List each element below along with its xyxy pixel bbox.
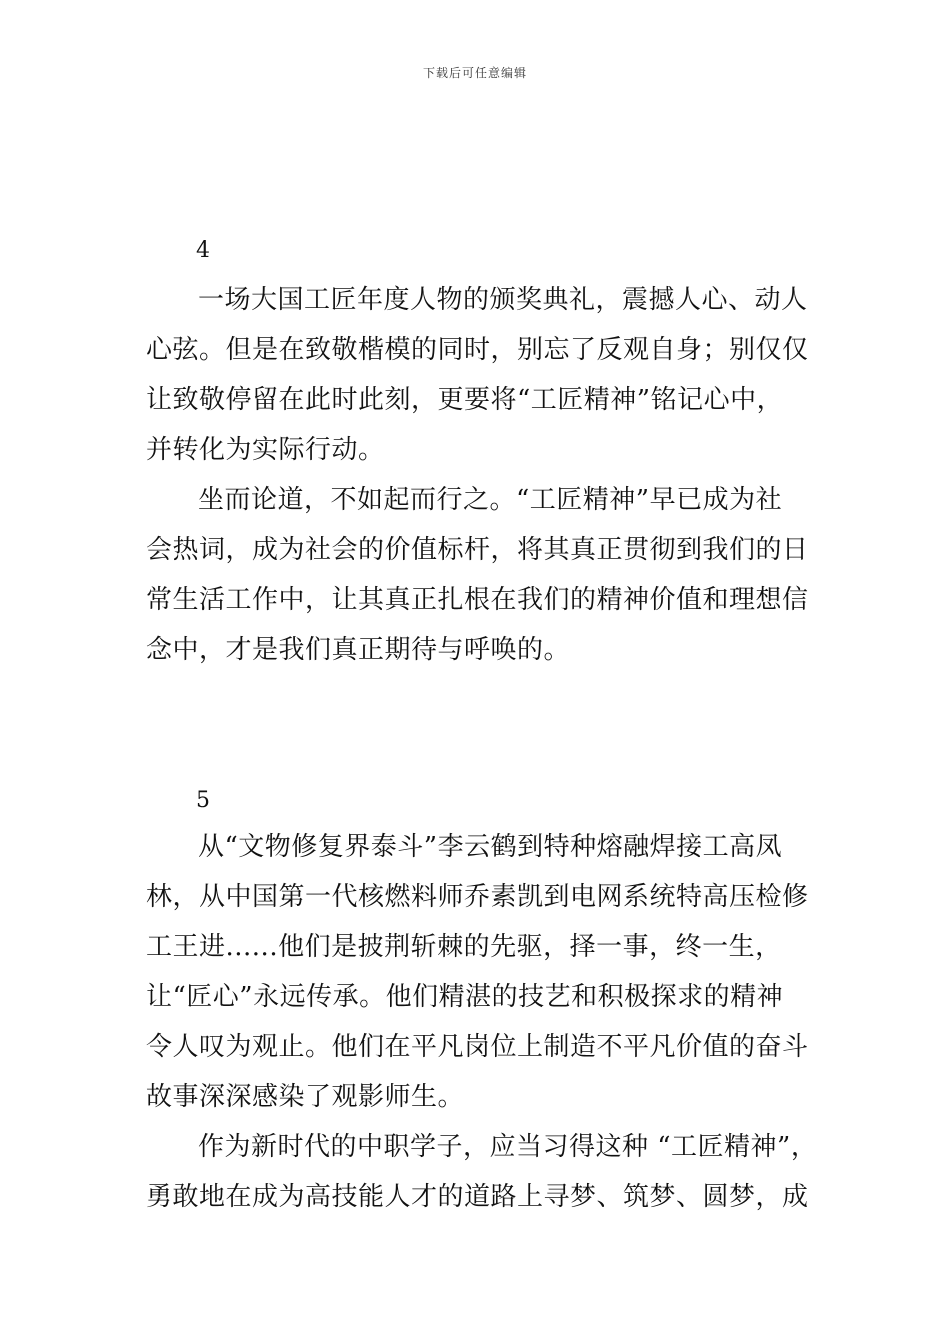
text-line: 令人叹为观止。他们在平凡岗位上制造不平凡价值的奋斗 [146, 1032, 809, 1062]
text-line: 让致敬停留在此时此刻，更要将“工匠精神”铭记心中， [146, 385, 784, 415]
text-line: 作为新时代的中职学子，应当习得这种 “工匠精神”， [198, 1132, 818, 1162]
section-number-4: 4 [196, 238, 210, 263]
paragraph-s5-p1 [146, 822, 809, 1122]
page-header: 下载后可任意编辑 [422, 66, 527, 80]
text-line: 会热词，成为社会的价值标杆，将其真正贯彻到我们的日 [146, 535, 809, 565]
text-line: 念中，才是我们真正期待与呼唤的。 [146, 635, 571, 665]
paragraph-s4-p1 [146, 275, 809, 475]
section-number-5: 5 [196, 788, 210, 813]
paragraph-s4-p2 [146, 475, 809, 675]
text-line: 一场大国工匠年度人物的颁奖典礼，震撼人心、动人 [198, 285, 808, 315]
text-line: 勇敢地在成为高技能人才的道路上寻梦、筑梦、圆梦，成 [146, 1182, 809, 1212]
text-line: 常生活工作中，让其真正扎根在我们的精神价值和理想信 [146, 585, 809, 615]
text-line: 林，从中国第一代核燃料师乔素凯到电网系统特高压检修 [146, 882, 809, 912]
text-line: 从“文物修复界泰斗”李云鹤到特种熔融焊接工高凤 [198, 832, 783, 862]
text-line: 坐而论道，不如起而行之。“工匠精神”早已成为社 [198, 485, 783, 515]
text-line: 心弦。但是在致敬楷模的同时，别忘了反观自身；别仅仅 [146, 335, 809, 365]
text-line: 故事深深感染了观影师生。 [146, 1082, 465, 1112]
text-line: 并转化为实际行动。 [146, 435, 385, 465]
paragraph-s5-p2 [146, 1122, 817, 1222]
text-line: 工王进......他们是披荆斩棘的先驱，择一事，终一生， [146, 932, 782, 962]
text-line: 让“匠心”永远传承。他们精湛的技艺和积极探求的精神 [146, 982, 784, 1012]
